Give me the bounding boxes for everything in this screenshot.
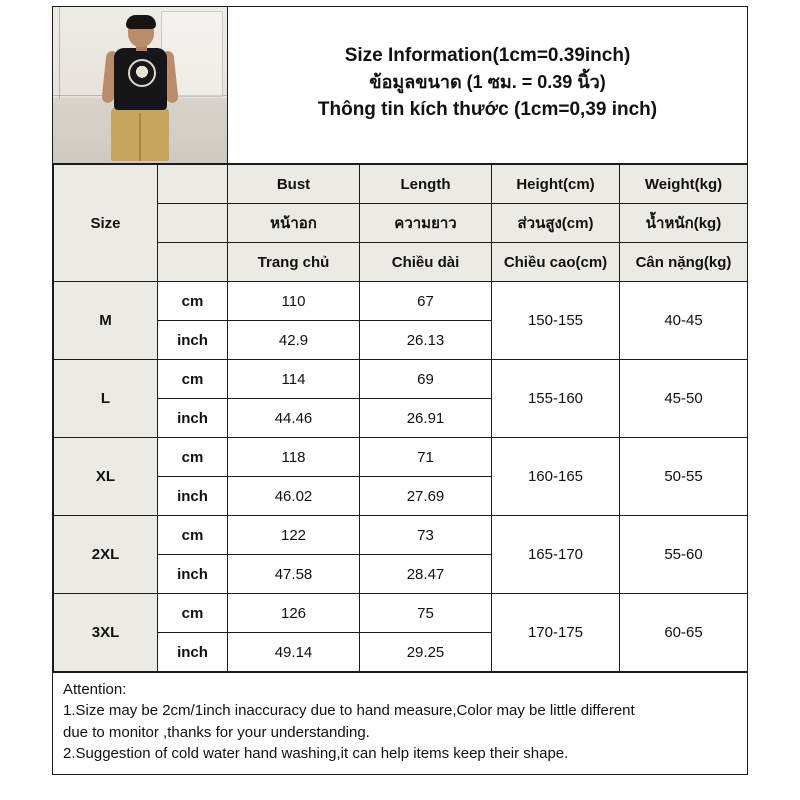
model-hair xyxy=(126,15,156,29)
weight-3xl: 60-65 xyxy=(620,594,748,672)
height-l: 155-160 xyxy=(492,360,620,438)
table-row xyxy=(54,438,748,477)
unit-inch-3xl: inch xyxy=(158,633,228,672)
table-row xyxy=(54,594,748,633)
bust-inch-2xl: 47.58 xyxy=(228,555,360,594)
unit-cm-xl: cm xyxy=(158,438,228,477)
height-xl: 160-165 xyxy=(492,438,620,516)
row-size-m: M xyxy=(54,282,158,360)
length-cm-m: 67 xyxy=(360,282,492,321)
unit-inch-2xl: inch xyxy=(158,555,228,594)
bust-inch-l: 44.46 xyxy=(228,399,360,438)
unit-inch-m: inch xyxy=(158,321,228,360)
header-length-th: ความยาว xyxy=(360,204,492,243)
photo-model xyxy=(84,15,196,163)
attention-heading: Attention: xyxy=(63,681,127,698)
unit-cm-m: cm xyxy=(158,282,228,321)
header-weight-vi: Cân nặng(kg) xyxy=(620,243,748,282)
unit-inch-xl: inch xyxy=(158,477,228,516)
attention-line-1b: due to monitor ,thanks for your understanding. xyxy=(63,723,370,741)
tank-top-graphic xyxy=(128,59,156,87)
unit-cm-3xl: cm xyxy=(158,594,228,633)
row-size-2xl: 2XL xyxy=(54,516,158,594)
table-row xyxy=(54,360,748,399)
bust-inch-m: 42.9 xyxy=(228,321,360,360)
attention-line-2: 2.Suggestion of cold water hand washing,it can help items keep their shape. xyxy=(63,744,569,762)
title-block xyxy=(228,7,747,163)
unit-cm-l: cm xyxy=(158,360,228,399)
height-2xl: 165-170 xyxy=(492,516,620,594)
length-cm-l: 69 xyxy=(360,360,492,399)
table-header-row-th xyxy=(54,204,748,243)
height-m: 150-155 xyxy=(492,282,620,360)
title-thai: ข้อมูลขนาด (1 ซม. = 0.39 นิ้ว) xyxy=(369,72,606,93)
length-inch-xl: 27.69 xyxy=(360,477,492,516)
length-inch-l: 26.91 xyxy=(360,399,492,438)
size-chart-frame xyxy=(52,6,748,775)
table-row xyxy=(54,282,748,321)
size-table xyxy=(53,164,748,672)
row-size-l: L xyxy=(54,360,158,438)
row-size-3xl: 3XL xyxy=(54,594,158,672)
weight-xl: 50-55 xyxy=(620,438,748,516)
header-length-vi: Chiều dài xyxy=(360,243,492,282)
table-row xyxy=(54,516,748,555)
header-bust-th: หน้าอก xyxy=(228,204,360,243)
length-cm-3xl: 75 xyxy=(360,594,492,633)
header-height-en: Height(cm) xyxy=(492,165,620,204)
header-height-vi: Chiều cao(cm) xyxy=(492,243,620,282)
bust-inch-xl: 46.02 xyxy=(228,477,360,516)
row-size-xl: XL xyxy=(54,438,158,516)
unit-cm-2xl: cm xyxy=(158,516,228,555)
bust-inch-3xl: 49.14 xyxy=(228,633,360,672)
table-header-row-vi xyxy=(54,243,748,282)
bust-cm-3xl: 126 xyxy=(228,594,360,633)
length-inch-3xl: 29.25 xyxy=(360,633,492,672)
attention-block xyxy=(53,672,747,774)
header-height-th: ส่วนสูง(cm) xyxy=(492,204,620,243)
size-column-label: Size xyxy=(54,165,158,282)
weight-m: 40-45 xyxy=(620,282,748,360)
header-weight-th: น้ำหนัก(kg) xyxy=(620,204,748,243)
bust-cm-2xl: 122 xyxy=(228,516,360,555)
bust-cm-xl: 118 xyxy=(228,438,360,477)
unit-column-header-en xyxy=(158,165,228,204)
attention-line-1a: 1.Size may be 2cm/1inch inaccuracy due to hand measure,Color may be little different xyxy=(63,702,635,720)
header-bust-en: Bust xyxy=(228,165,360,204)
weight-2xl: 55-60 xyxy=(620,516,748,594)
title-english: Size Information(1cm=0.39inch) xyxy=(344,44,631,66)
header-length-en: Length xyxy=(360,165,492,204)
header-weight-en: Weight(kg) xyxy=(620,165,748,204)
title-vietnamese: Thông tin kích thước (1cm=0,39 inch) xyxy=(317,98,658,120)
length-inch-m: 26.13 xyxy=(360,321,492,360)
weight-l: 45-50 xyxy=(620,360,748,438)
length-cm-2xl: 73 xyxy=(360,516,492,555)
unit-column-header-vi xyxy=(158,243,228,282)
bust-cm-m: 110 xyxy=(228,282,360,321)
bust-cm-l: 114 xyxy=(228,360,360,399)
unit-column-header-th xyxy=(158,204,228,243)
model-pants xyxy=(111,107,169,161)
length-inch-2xl: 28.47 xyxy=(360,555,492,594)
table-header-row-en xyxy=(54,165,748,204)
chart-header xyxy=(53,7,747,164)
length-cm-xl: 71 xyxy=(360,438,492,477)
unit-inch-l: inch xyxy=(158,399,228,438)
header-bust-vi: Trang chủ xyxy=(228,243,360,282)
height-3xl: 170-175 xyxy=(492,594,620,672)
product-photo xyxy=(53,7,228,163)
